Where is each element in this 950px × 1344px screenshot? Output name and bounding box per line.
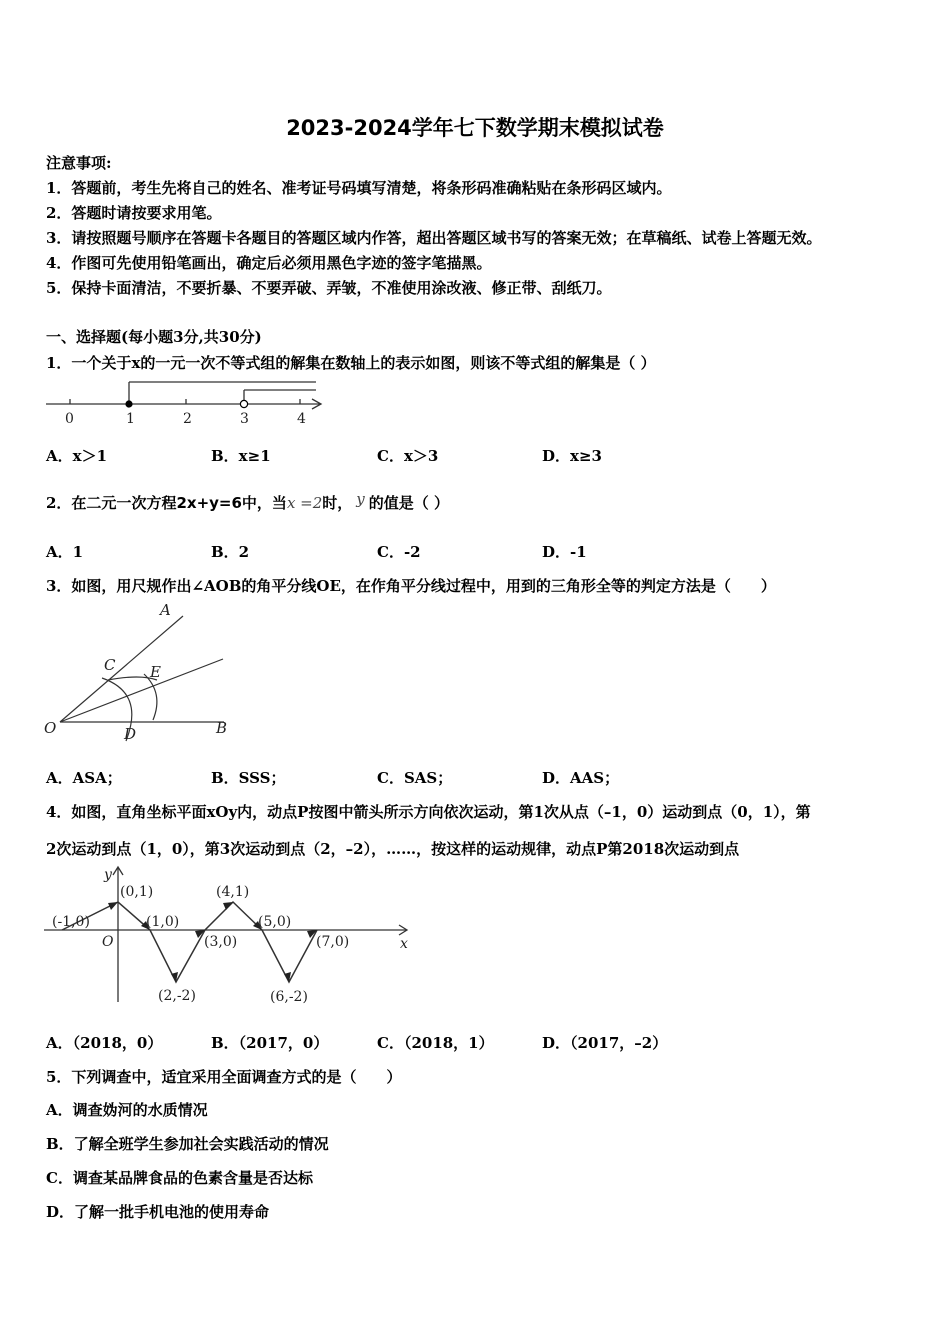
q1-number-line <box>40 376 330 428</box>
arrow-head <box>108 902 118 910</box>
q3-option-c: C．SAS； <box>377 769 453 787</box>
label-c: C <box>104 656 116 674</box>
point-label: (4,1) <box>216 884 250 900</box>
q5-option-b: B．了解全班学生参加社会实践活动的情况 <box>46 1135 329 1153</box>
point-label: (2,-2) <box>158 988 196 1004</box>
q5-stem: 5．下列调查中，适宜采用全面调查方式的是（ ） <box>46 1068 402 1086</box>
q5-option-d: D．了解一批手机电池的使用寿命 <box>46 1203 270 1221</box>
q1-tick-label: 3 <box>240 411 249 427</box>
q5-option-a: A．调查妫河的水质情况 <box>46 1101 208 1119</box>
q1-stem: 1．一个关于x的一元一次不等式组的解集在数轴上的表示如图，则该不等式组的解集是（ ） <box>46 354 656 372</box>
q2-option-d: D．-1 <box>542 543 587 561</box>
q1-tick-label: 4 <box>297 411 306 427</box>
q2-equation: 2x+y=6 <box>176 494 242 512</box>
q1-option-a: A．x＞1 <box>46 447 108 465</box>
label-origin: O <box>102 934 114 950</box>
page-title: 2023-2024学年七下数学期末模拟试卷 <box>286 116 664 140</box>
q4-option-b: B．（2017，0） <box>211 1034 329 1052</box>
q2-option-b: B．2 <box>211 543 250 561</box>
q3-stem: 3．如图，用尺规作出∠AOB的角平分线OE，在作角平分线过程中，用到的三角形全等的判定方法是（ ） <box>46 577 776 595</box>
q1-tick-label: 0 <box>65 411 74 427</box>
label-e: E <box>150 663 161 681</box>
note-item: 4．作图可先使用铅笔画出，确定后必须用黑色字迹的签字笔描黑。 <box>46 254 492 272</box>
point-label: (3,0) <box>204 934 238 950</box>
q1-tick-label: 2 <box>183 411 192 427</box>
point-label: (0,1) <box>120 884 154 900</box>
q2-option-c: C．-2 <box>377 543 421 561</box>
q4-option-d: D．（2017，–2） <box>542 1034 668 1052</box>
note-item: 2．答题时请按要求用笔。 <box>46 204 222 222</box>
q4-stem-line1: 4．如图，直角坐标平面xOy内，动点P按图中箭头所示方向依次运动，第1次从点（–1，0）运动到点（0，1），第 <box>46 803 811 821</box>
q4-option-c: C．（2018，1） <box>377 1034 494 1052</box>
q2-stem-b: 中，当 <box>241 494 287 512</box>
ray-oe <box>60 659 223 722</box>
q4-coordinate-figure <box>40 862 420 1012</box>
q4-option-a: A．（2018，0） <box>46 1034 163 1052</box>
q3-angle-bisector-figure <box>40 598 240 748</box>
q2-variable: y <box>356 490 365 508</box>
point-label: (1,0) <box>146 914 180 930</box>
q2-option-a: A．1 <box>46 543 84 561</box>
arrow-head <box>223 902 233 910</box>
section-heading: 一、选择题(每小题3分,共30分) <box>46 328 262 346</box>
q1-option-d: D．x≥3 <box>542 447 602 465</box>
note-item: 5．保持卡面清洁，不要折暴、不要弄破、弄皱，不准使用涂改液、修正带、刮纸刀。 <box>46 279 612 297</box>
label-y: y <box>104 867 112 883</box>
label-a: A <box>160 601 171 619</box>
q3-option-b: B．SSS； <box>211 769 286 787</box>
label-b: B <box>216 719 228 737</box>
q1-option-b: B．x≥1 <box>211 447 271 465</box>
label-o: O <box>44 719 57 737</box>
point-label: (-1,0) <box>52 914 90 930</box>
q3-option-d: D．AAS； <box>542 769 620 787</box>
point-label: (7,0) <box>316 934 350 950</box>
q2-stem-c: 时， <box>322 494 353 512</box>
q2-stem-a: 2．在二元一次方程 <box>46 494 177 512</box>
q1-tick-label: 1 <box>126 411 135 427</box>
note-item: 3．请按照题号顺序在答题卡各题目的答题区域内作答，超出答题区域书写的答案无效；在草稿纸、试卷上答题无效。 <box>46 229 822 247</box>
point-label: (5,0) <box>258 914 292 930</box>
q3-option-a: A．ASA； <box>46 769 122 787</box>
label-d: D <box>124 725 137 743</box>
q1-option-c: C．x＞3 <box>377 447 439 465</box>
q1-open-dot <box>240 400 247 407</box>
q1-closed-dot <box>125 400 132 407</box>
point-label: (6,-2) <box>270 989 308 1005</box>
ray-oa <box>60 616 183 722</box>
note-item: 1．答题前，考生先将自己的姓名、准考证号码填写清楚，将条形码准确粘贴在条形码区域内。 <box>46 179 672 197</box>
q5-option-c: C．调查某品牌食品的色素含量是否达标 <box>46 1169 313 1187</box>
q2-stem <box>46 492 449 513</box>
q2-stem-d: 的值是（ ） <box>368 494 450 512</box>
label-x: x <box>400 936 408 952</box>
q4-stem-line2: 2次运动到点（1，0），第3次运动到点（2，–2），……，按这样的运动规律，动点P第2018次运动到点 <box>46 840 740 858</box>
q2-condition: x =2 <box>286 494 323 512</box>
notes-heading: 注意事项: <box>46 154 112 172</box>
